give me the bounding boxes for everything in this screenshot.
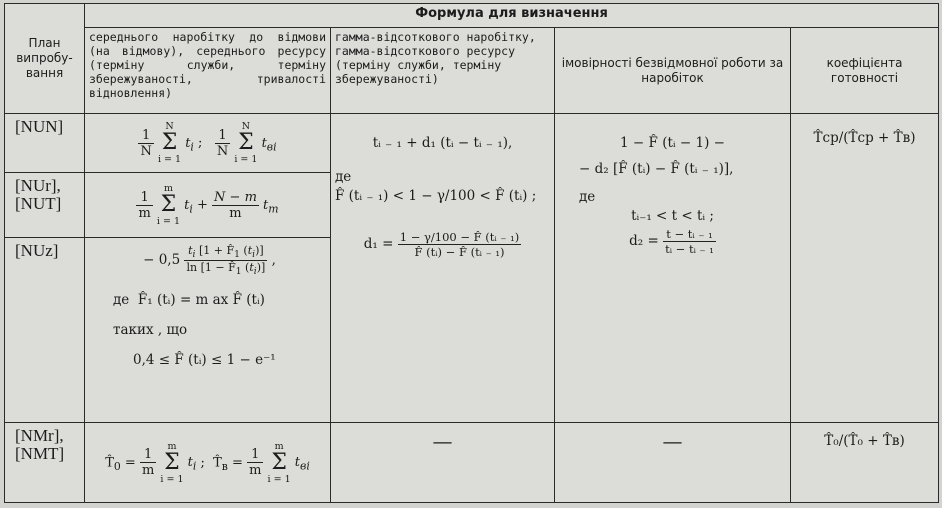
header-ready: коефіцієнта готовності <box>791 28 939 114</box>
plan-nmr-nmt: [NMr], [NMT] <box>5 423 85 503</box>
prob-formula-nmr: — <box>555 423 791 503</box>
header-prob: імовірності безвідмовної роботи за наробіток <box>555 28 791 114</box>
mean-formula-nuz: − 0,5 $\frac{t_i [1 + F̂_1 (t_i)]}{\ln [1 - F̂_1 (t_i)]}$ , де F̂₁ (tᵢ) = m ax F̂ (tᵢ) таких , що 0,4 ≤ F̂ (tᵢ) ≤ 1 − e⁻¹ <box>85 238 331 423</box>
formula-table <box>4 3 939 503</box>
gamma-formula-nmr: — <box>331 423 555 503</box>
ready-formula-nmr: T̂₀/(T̂₀ + T̂в) <box>791 423 939 503</box>
plan-nuz: [NUz] <box>5 238 85 423</box>
plan-nun: [NUN] <box>5 114 85 173</box>
ready-formula-nun: T̂ср/(T̂ср + T̂в) <box>791 114 939 423</box>
gamma-formula-merged: tᵢ ₋ ₁ + d₁ (tᵢ − tᵢ ₋ ₁), де F̂ (tᵢ ₋ ₁) < 1 − γ/100 < F̂ (tᵢ) ; d₁ = $\frac{\text{1 − γ/100 − F̂ (tᵢ ₋ ₁)}}{\text{F̂ (tᵢ) − F̂ (tᵢ ₋ ₁)}}$ <box>331 114 555 423</box>
prob-formula-merged: 1 − F̂ (tᵢ − 1) − − d₂ [F̂ (tᵢ) − F̂ (tᵢ ₋ ₁)], де tᵢ₋₁ < t < tᵢ ; d₂ = $\frac{\text{t − tᵢ ₋ ₁}}{\text{tᵢ − tᵢ ₋ ₁}}$ <box>555 114 791 423</box>
mean-formula-nmr: $T̂_0$ = $\frac{1}{m}$ m Σ i = 1 $t_i$ ; $T̂_в$ = $\frac{1}{m}$ m Σ i = 1 $t_{вi}$ <box>85 423 331 503</box>
header-gamma: гамма-відсоткового наробітку, гамма-відсоткового ресурсу (терміну служби, терміну збережуваності) <box>331 28 555 114</box>
header-plan: План випробу-вання <box>5 4 85 114</box>
header-formula-title: Формула для визначення <box>85 4 939 28</box>
header-mean: середнього наробітку до відмови (на відмову), середнього ресурсу (терміну служби, терміну збережуваності, тривалості відновлення) <box>85 28 331 114</box>
mean-formula-nun: $\frac{1}{N}$ N Σ i = 1 $t_i$ ; $\frac{1}{N}$ N Σ i = 1 $t_{вi}$ <box>85 114 331 173</box>
plan-nur-nut: [NUr], [NUT] <box>5 173 85 238</box>
formula-table-sheet <box>4 3 938 503</box>
mean-formula-nur: $\frac{1}{m}$ m Σ i = 1 $t_i$ + $\frac{N - m}{m}$ $t_m$ <box>85 173 331 238</box>
